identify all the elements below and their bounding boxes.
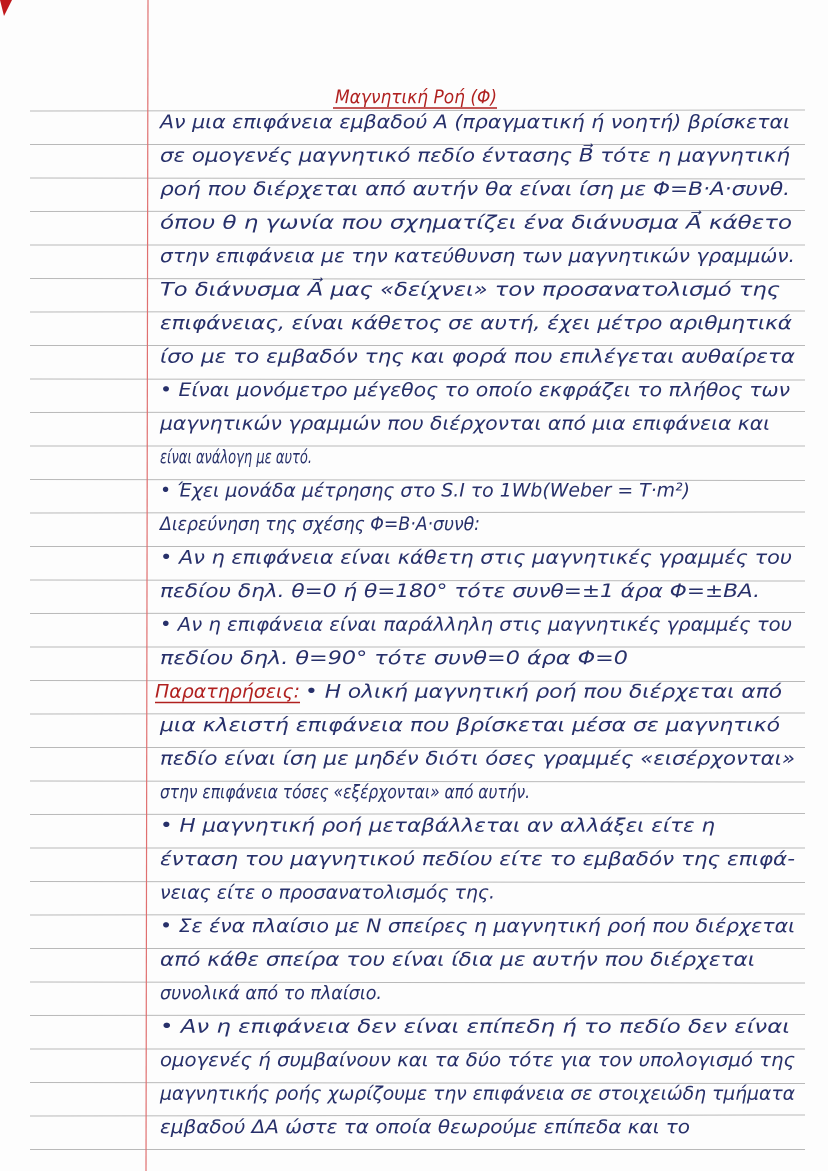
text-line: επιφάνειας, είναι κάθετος σε αυτή, έχει μέτρο αριθμητικά xyxy=(160,312,793,334)
text-line: ροή που διέρχεται από αυτήν θα είναι ίση με Φ=B·A·συνθ. xyxy=(160,178,790,200)
text-line: Το διάνυσμα A⃗ μας «δείχνει» τον προσανατολισμό της xyxy=(160,278,682,301)
text-line: • Αν η επιφάνεια είναι κάθετη στις μαγνητικές γραμμές του xyxy=(160,546,792,569)
remarks-heading: Παρατηρήσεις: xyxy=(155,680,300,703)
text-line: • Έχει μονάδα μέτρησης στο S.I το 1Wb(Weber = T·m²) xyxy=(160,479,690,502)
text-line: εμβαδού ΔΑ ώστε τα οποία θεωρούμε επίπεδα και το xyxy=(160,1116,690,1138)
page-title: Μαγνητική Ροή (Φ) xyxy=(335,86,497,108)
text-line: Διερεύνηση της σχέσης Φ=B·A·συνθ: xyxy=(158,513,481,535)
handwritten-text xyxy=(158,111,796,1138)
margin-line xyxy=(146,0,148,1171)
text-line: πεδίου δηλ. θ=0 ή θ=180° τότε συνθ=±1 άρα Φ=±BA. xyxy=(160,580,760,602)
text-line: Αν μια επιφάνεια εμβαδού Α (πραγματική ή νοητή) βρίσκεται xyxy=(157,111,790,133)
text-line: ένταση του μαγνητικού πεδίου είτε το εμβαδόν της επιφά- xyxy=(160,848,796,870)
text-line: μαγνητικών γραμμών που διέρχονται από μια επιφάνεια και xyxy=(158,412,771,435)
text-line: μια κλειστή επιφάνεια που βρίσκεται μέσα σε μαγνητικό xyxy=(158,714,781,736)
text-line: • Η μαγνητική ροή μεταβάλλεται αν αλλάξει είτε η xyxy=(160,814,715,837)
text-line: από κάθε σπείρα του είναι ίδια με αυτήν που διέρχεται xyxy=(160,948,755,971)
corner-mark xyxy=(0,0,12,16)
text-line: είναι ανάλογη με αυτό. xyxy=(160,446,312,468)
text-line: όπου θ η γωνία που σχηματίζει ένα διάνυσμα A⃗ κάθετο xyxy=(160,211,684,234)
text-line: σε ομογενές μαγνητικό πεδίο έντασης B⃗ τότε η μαγνητική xyxy=(160,144,720,167)
text-line: νειας είτε ο προσανατολισμός της. xyxy=(160,881,495,904)
text-line: • Η ολική μαγνητική ροή που διέρχεται από xyxy=(305,680,783,703)
text-line: συνολικά από το πλαίσιο. xyxy=(160,982,382,1004)
text-line: πεδίου δηλ. θ=90° τότε συνθ=0 άρα Φ=0 xyxy=(160,647,628,669)
text-line: • Είναι μονόμετρο μέγεθος το οποίο εκφράζει το πλήθος των xyxy=(160,379,791,401)
text-line: στην επιφάνεια με την κατεύθυνση των μαγνητικών γραμμών. xyxy=(160,245,795,267)
text-line: στην επιφάνεια τόσες «εξέρχονται» από αυτήν. xyxy=(160,781,530,803)
text-line: μαγνητικής ροής χωρίζουμε την επιφάνεια σε στοιχειώδη τμήματα xyxy=(159,1082,796,1105)
text-line: • Σε ένα πλαίσιο με Ν σπείρες η μαγνητική ροή που διέρχεται xyxy=(160,915,795,937)
text-line: πεδίο είναι ίση με μηδέν διότι όσες γραμμές «εισέρχονται» xyxy=(160,747,795,770)
text-line: ίσο με το εμβαδόν της και φορά που επιλέγεται αυθαίρετα xyxy=(160,345,796,368)
text-line: • Αν η επιφάνεια είναι παράλληλη στις μαγνητικές γραμμές του xyxy=(160,613,792,636)
text-line: • Αν η επιφάνεια δεν είναι επίπεδη ή το πεδίο δεν είναι xyxy=(160,1015,790,1038)
text-line: ομογενές ή συμβαίνουν και τα δύο τότε για τον υπολογισμό της xyxy=(160,1049,795,1071)
